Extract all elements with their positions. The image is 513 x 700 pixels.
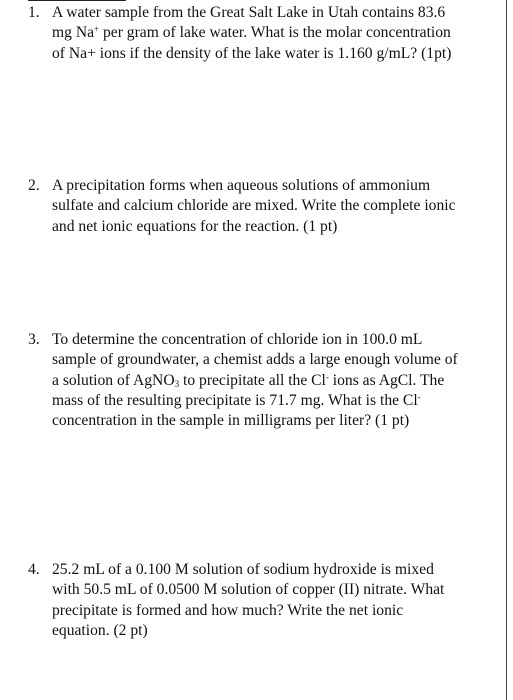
question-2 <box>28 176 458 237</box>
question-text: A precipitation forms when aqueous solutions of ammonium sulfate and calcium chloride are mixed. Write the complete ionic and net ionic equations for the reaction. (1 pt) <box>52 177 456 235</box>
question-text: A water sample from the Great Salt Lake in Utah contains 83.6 mg Na+ per gram of lake water. What is the molar concentration of Na+ ions if the density of the lake water is 1.160 g/mL? (1pt) <box>52 4 452 62</box>
top-rule <box>28 0 126 1</box>
question-number: 3. <box>28 331 40 348</box>
question-number: 2. <box>28 177 40 194</box>
question-1 <box>28 3 458 64</box>
question-text: 25.2 mL of a 0.100 M solution of sodium hydroxide is mixed with 50.5 mL of 0.0500 M solution of copper (II) nitrate. What precipitate is formed and how much? Write the net ionic equation. (2 pt) <box>52 561 445 639</box>
right-border-line <box>506 0 507 700</box>
question-number: 4. <box>28 561 40 578</box>
question-number: 1. <box>28 4 40 21</box>
question-4 <box>28 560 458 641</box>
question-3 <box>28 330 458 431</box>
question-text: To determine the concentration of chloride ion in 100.0 mL sample of groundwater, a chemist adds a large enough volume of a solution of AgNO$_3$ to precipitate all the Cl- ions as AgCl. The mass of the resulting precipitate is 71.7 mg. What is the Cl- concentration in the sample in milligrams per liter? (1 pt) <box>52 331 458 430</box>
